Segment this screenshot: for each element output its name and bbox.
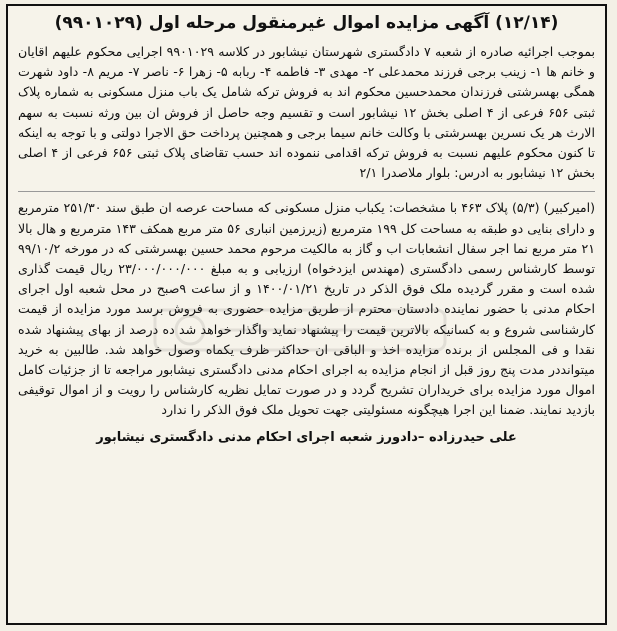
section-divider (18, 191, 595, 192)
notice-paragraph-1: بموجب اجرائیه صادره از شعبه ۷ دادگستری شهرستان نیشابور در کلاسه ۹۹۰۱۰۲۹ اجرایی محکوم علیهم اقایان و خانم ها ۱- زینب برجی فرزند محمدعلی ۲- مهدی ۳- فاطمه ۴- ربابه ۵- زهرا ۶- ناصر ۷- مریم ۸- داود شهرت همگی بهسرشتی فرزندان محمدحسین محکوم اند به فروش ترکه شامل یک باب منزل مسکونی به شماره پلاک ثبتی ۶۵۶ فرعی از ۴ اصلی بخش ۱۲ نیشابور است و تقسیم وجه حاصل از فروش ان بین ورثه نسبت به سهم الارث هر یک نسرین بهسرشتی با وکالت خانم سیما برجی و همچنین پرداخت حق الاجرا دولتی و با توجه به اینکه تا کنون محکوم علیهم نسبت به فروش ترکه اقدامی ننموده اند حسب تقاضای پلاک ثبتی ۶۵۶ فرعی از ۴ اصلی بخش ۱۲ نیشابور به ادرس: بلوار ملاصدرا ۲/۱ (18, 44, 596, 181)
notice-signature: علی حیدرزاده –دادورز شعبه اجرای احکام مدنی دادگستری نیشابور (96, 429, 517, 445)
notice-paragraph-2: (امیرکبیر) (۵/۳) پلاک ۴۶۳ با مشخصات: یکباب منزل مسکونی که مساحت عرصه ان طبق سند ۲۵۱/۳۰ مترمربع و دارای بنایی دو طبقه به مساحت کل ۱۹۹ مترمربع (زیرزمین انباری ۵۶ متر مربع همکف ۱۴۳ مترمربع و هال بالا ۲۱ متر مربع نما اجر سفال انشعابات اب و گاز به مالکیت مرحوم محمد حسین بهسرشتی که در مورخه ۹۹/۱۰/۲ توسط کارشناس رسمی دادگستری (مهندس ایزدخواه) ارزیابی و به مبلغ ۲۳/۰۰۰/۰۰۰/۰۰۰ ریال قیمت گذاری شده است و مقرر گردیده ملک فوق الذکر در تاریخ ۱۴۰۰/۰۱/۲۱ و از ساعت ۹صبح در محل شعبه اول اجرای احکام مدنی با حضور نماینده دادستان محترم از طریق مزایده حضوری به فروش برسد مورد مزایده از قیمت کارشناسی شروع و به کسانیکه بالاترین قیمت را پیشنهاد نماید واگذار خواهد شد ده درصد از بهای پیشنهاد شده نقدا و فی المجلس از برنده مزایده اخذ و الباقی ان حداکثر ظرف یکماه وصول خواهد شد. طالبین به خرید میتوانددر مدت پنج روز قبل از انجام مزایده به اجرای احکام مدنی دادگستری نیشابور مراجعه تا از جزئیات کامل اموال مورد مزایده برای خریداران تشریح گردد و در صورت تمایل نظریه کارشناس را رویت و از اموال توقیفی بازدید نمایند. ضمنا این اجرا هیچگونه مسئولیتی جهت تحویل ملک فوق الذکر را ندارد (18, 200, 596, 418)
auction-notice (6, 4, 607, 625)
notice-title: (۱۲/۱۴) آگهی مزایده اموال غیرمنقول مرحله اول (۹۹۰۱۰۲۹) (54, 13, 559, 33)
